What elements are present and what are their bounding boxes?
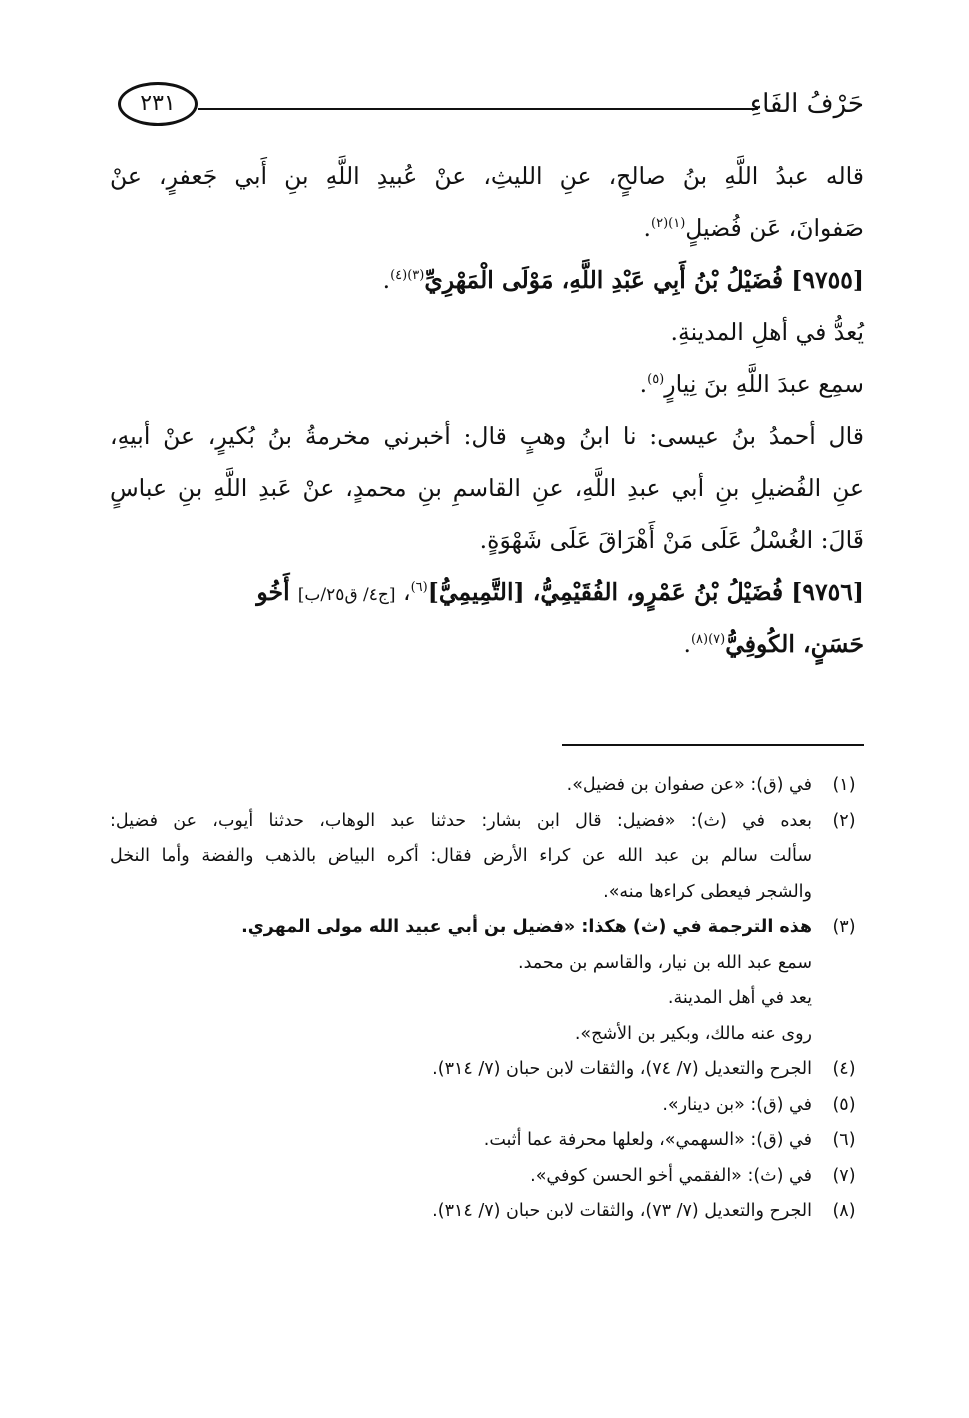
footnote-text: هذه الترجمة في (ث) هكذا: «فضيل بن أبي عبيد الله مولى المهري. bbox=[241, 917, 812, 937]
page-header bbox=[118, 82, 864, 132]
footnote-text: سألت سالم بن عبد الله عن كراء الأرض فقال: أكره البياض بالذهب والفضة وأما النخل bbox=[110, 846, 812, 866]
header-rule bbox=[198, 108, 758, 110]
manuscript-ref: [ج٤/ ق٢٥/ب] bbox=[297, 585, 396, 605]
text-line: قَالَ: الغُسْلُ عَلَى مَنْ أَهْرَاقَ عَلَى شَهْوَةٍ. bbox=[479, 526, 864, 554]
footnote-separator bbox=[562, 744, 864, 746]
text-line: قال أحمدُ بنُ عيسى: نا ابنُ وهبٍ قال: أخبرني مخرمةُ بنُ بُكيرٍ، عنْ أبيهِ، bbox=[110, 422, 864, 450]
page-number: ٢٣١ bbox=[140, 91, 176, 116]
page-number-oval bbox=[118, 82, 198, 126]
footnote-text: في (ق): «السهمي»، ولعلها محرفة عما أثبت. bbox=[483, 1130, 812, 1150]
footnote-ref: (٧)(٨) bbox=[690, 632, 726, 648]
text-line: سمِع عبدَ اللَّهِ بنَ نِيارٍ$^{(٥)}$. bbox=[639, 370, 864, 398]
text-line: حَسَنٍ، الكُوفِيُّ$^{(٧)(٨)}$. bbox=[683, 630, 864, 658]
footnote-ref: (٦) bbox=[410, 580, 428, 596]
footnote-number: (٢) bbox=[832, 810, 856, 831]
footnote-number: (٣) bbox=[832, 917, 856, 937]
footnote-text: يعد في أهل المدينة. bbox=[667, 988, 812, 1008]
footnote-number: (٥) bbox=[832, 1094, 856, 1115]
text-line: قاله عبدُ اللَّهِ بنُ صالحٍ، عنِ الليثِ، عنْ عُبيدِ اللَّهِ بنِ أَبي جَعفرٍ، عنْ bbox=[110, 162, 864, 190]
footnotes bbox=[110, 768, 864, 1230]
footnote bbox=[110, 804, 864, 911]
footnote-text: بعده في (ث): «فضيل: قال ابن بشار: حدثنا عبد الوهاب، حدثنا أيوب، عن فضيل: bbox=[110, 810, 812, 831]
footnote-ref: (٥) bbox=[647, 372, 665, 388]
footnote-text: في (ق): «بن دينار». bbox=[662, 1094, 812, 1115]
main-text bbox=[110, 150, 864, 670]
footnote bbox=[110, 1194, 864, 1230]
text-line: يُعدُّ في أهلِ المدينةِ. bbox=[670, 318, 864, 346]
footnote bbox=[110, 1159, 864, 1195]
footnote-text: روى عنه مالك، وبكير بن الأشج». bbox=[574, 1023, 812, 1044]
footnote-text: في (ث): «الفقمي أخو الحسن كوفي». bbox=[530, 1165, 812, 1186]
footnote-text: سمع عبد الله بن نيار، والقاسم بن محمد. bbox=[518, 952, 812, 973]
footnote-text: في (ق): «عن صفوان بن فضيل». bbox=[566, 775, 812, 795]
text-line: صَفوانَ، عَن فُضيلٍ$^{(١)(٢)}$. bbox=[643, 214, 864, 242]
footnote-number: (٤) bbox=[832, 1059, 856, 1079]
footnote-text: الجرح والتعديل (٧/ ٧٣)، والثقات لابن حبان (٧/ ٣١٤). bbox=[432, 1201, 812, 1221]
footnote bbox=[110, 1123, 864, 1159]
entry-heading: [٩٧٥٥] فُضَيْلُ بْنُ أَبِي عَبْدِ اللَّهِ، مَوْلَى الْمَهْرِيِّ$^{(٣)(٤)}$. bbox=[382, 266, 864, 294]
footnote bbox=[110, 768, 864, 804]
footnote bbox=[110, 1088, 864, 1124]
footnote-number: (٧) bbox=[832, 1165, 856, 1186]
footnote-number: (٦) bbox=[832, 1130, 856, 1150]
footnote-text: الجرح والتعديل (٧/ ٧٤)، والثقات لابن حبان (٧/ ٣١٤). bbox=[432, 1059, 812, 1079]
running-title: حَرْفُ الفَاءِ bbox=[749, 89, 864, 119]
footnote bbox=[110, 1052, 864, 1088]
footnote-text: والشجر فيعطى كراءها منه». bbox=[603, 881, 812, 902]
entry-heading: [٩٧٥٦] فُضَيْلُ بْنُ عَمْرٍو، الفُقَيْمِيُّ، [التَّمِيمِيُّ]$^{(٦)}$، [ج٤/ ق٢٥/ب] أَخُو bbox=[256, 578, 864, 606]
footnote-number: (٨) bbox=[832, 1201, 856, 1221]
footnote-ref: (١)(٢) bbox=[651, 216, 686, 232]
footnote-ref: (٣)(٤) bbox=[390, 268, 425, 284]
text-line: عنِ الفُضيلِ بنِ أبي عبدِ اللَّهِ، عنِ القاسمِ بنِ محمدٍ، عنْ عَبدِ اللَّهِ بنِ عباسٍ bbox=[110, 474, 864, 502]
footnote-number: (١) bbox=[832, 775, 856, 795]
footnote bbox=[110, 910, 864, 1052]
